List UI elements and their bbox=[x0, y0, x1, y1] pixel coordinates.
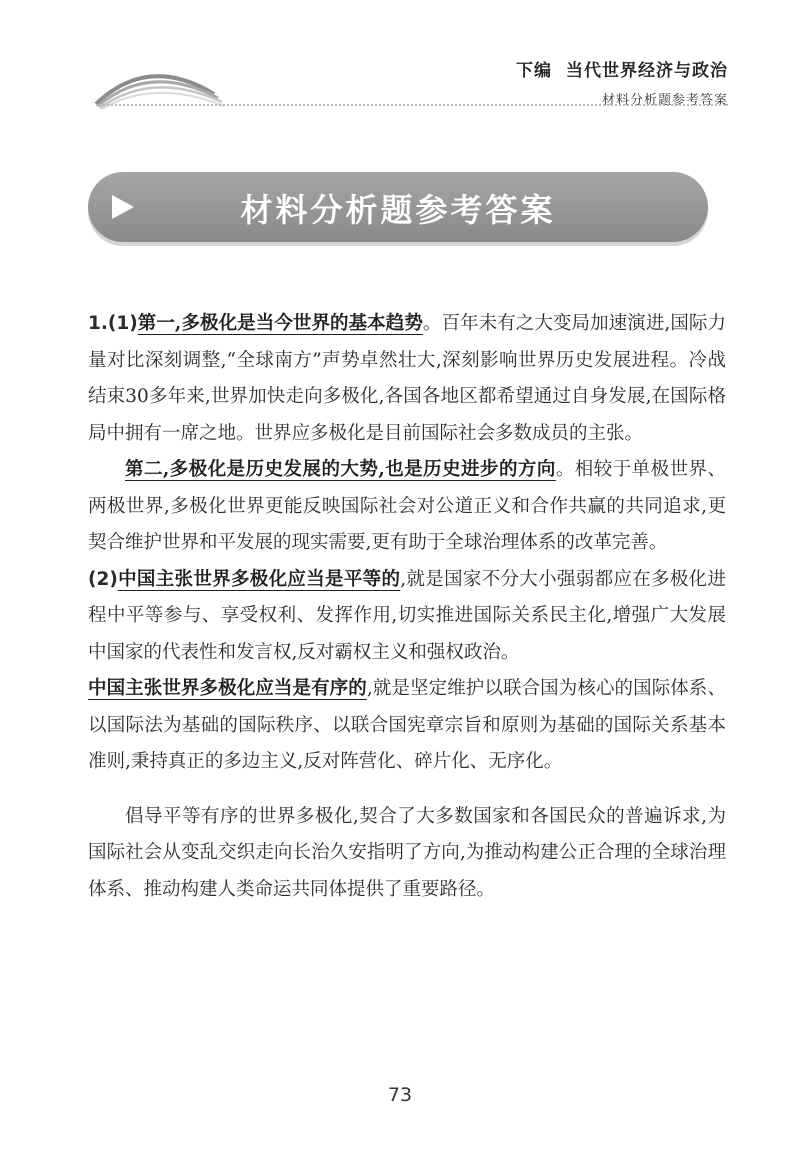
key-point-3: 中国主张世界多极化应当是平等的 bbox=[117, 568, 401, 590]
key-point-1: 第一,多极化是当今世界的基本趋势 bbox=[137, 313, 423, 334]
section-banner bbox=[88, 172, 708, 242]
answer-paragraph-2 bbox=[88, 452, 726, 562]
header-arc-decoration bbox=[88, 52, 228, 112]
answer-paragraph-1 bbox=[88, 306, 726, 452]
paragraph-3-text: ,就是国家不分大小强弱都应在多极化进程中平等参与、享受权利、发挥作用,切实推进国际关系民主化,增强广大发展中国家的代表性和发言权,反对霸权主义和强权政治。 bbox=[88, 568, 726, 663]
header-title bbox=[516, 56, 728, 81]
paragraph-5-text: 倡导平等有序的世界多极化,契合了大多数国家和各国民众的普遍诉求,为国际社会从变乱交织走向长治久安指明了方向,为推动构建公正合理的全球治理体系、推动构建人类命运共同体提供了重要路径。 bbox=[88, 805, 726, 900]
header-subtitle: 材料分析题参考答案 bbox=[601, 93, 728, 108]
header-divider bbox=[96, 104, 728, 106]
answer-body bbox=[88, 306, 726, 908]
sub-question-label-1: (1) bbox=[107, 313, 138, 334]
question-number: 1. bbox=[88, 313, 108, 334]
header-part: 下编 bbox=[516, 61, 552, 81]
answer-paragraph-5 bbox=[88, 799, 726, 909]
answer-paragraph-3 bbox=[88, 562, 726, 672]
paragraph-2-text: 。相较于单极世界、两极世界,多极化世界更能反映国际社会对公道正义和合作共赢的共同追求,更契合维护世界和平发展的现实需要,更有助于全球治理体系的改革完善。 bbox=[88, 459, 726, 553]
header-section-title: 当代世界经济与政治 bbox=[566, 61, 728, 81]
section-title: 材料分析题参考答案 bbox=[240, 191, 556, 229]
sub-question-label-2: (2) bbox=[88, 568, 118, 590]
page-number: 73 bbox=[387, 1084, 413, 1106]
key-point-2: 第二,多极化是历史发展的大势,也是历史进步的方向 bbox=[125, 459, 556, 480]
key-point-4: 中国主张世界多极化应当是有序的 bbox=[88, 678, 367, 699]
running-header bbox=[516, 56, 728, 108]
paragraph-4-text: ,就是坚定维护以联合国为核心的国际体系、以国际法为基础的国际秩序、以联合国宪章宗旨和原则为基础的国际关系基本准则,秉持真正的多边主义,反对阵营化、碎片化、无序化。 bbox=[88, 678, 726, 772]
paragraph-1-text: 。百年未有之大变局加速演进,国际力量对比深刻调整,“全球南方”声势卓然壮大,深刻影响世界历史发展进程。冷战结束30多年来,世界加快走向多极化,各国各地区都希望通过自身发展,在国际格局中拥有一席之地。世界应多极化是目前国际社会多数成员的主张。 bbox=[88, 313, 726, 444]
answer-paragraph-4 bbox=[88, 671, 726, 781]
